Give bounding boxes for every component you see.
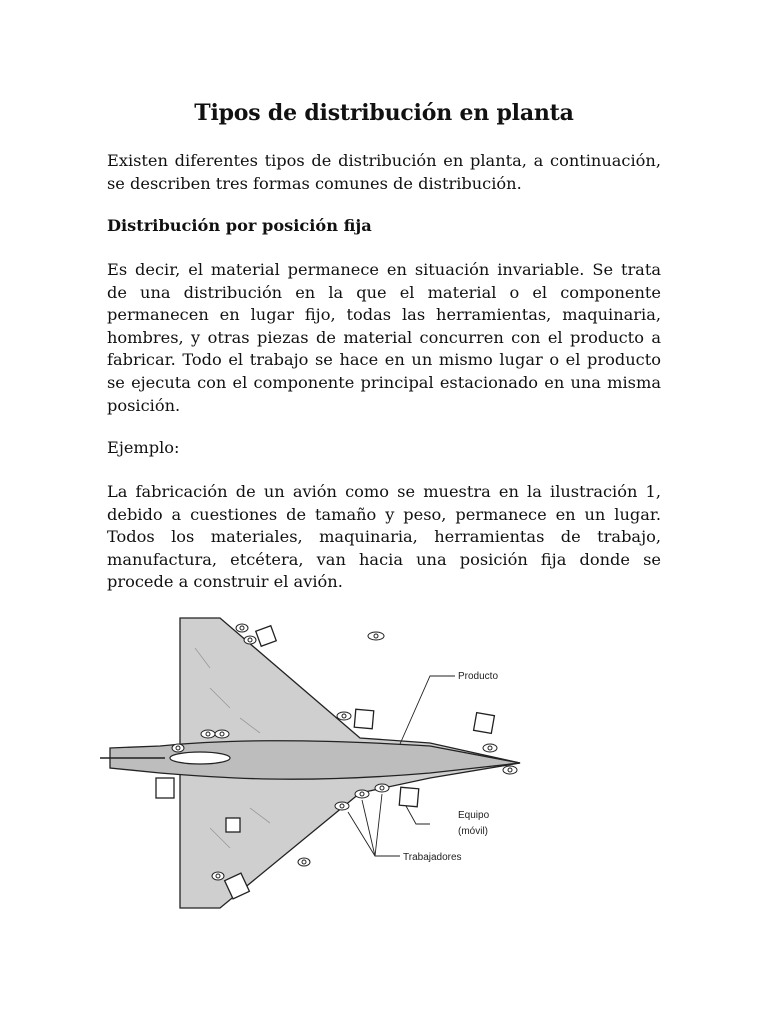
section-heading: Distribución por posición fija [107,216,372,235]
page-title: Tipos de distribución en planta [194,100,574,126]
worker-icon [236,624,248,632]
intro-paragraph: Existen diferentes tipos de distribución en planta, a continuación, se describen tres formas comunes de distribución. [107,151,661,193]
worker-icon [172,744,184,752]
worker-icon [503,766,517,774]
section-body-paragraph: Es decir, el material permanece en situación invariable. Se trata de una distribución en la que el material o el componente permanecen en lugar fijo, todas las herramientas, maquinaria, hombres, y otras piezas de material concurren con el producto a fabricar. Todo el trabajo se hace en un mismo lugar o el producto se ejecuta con el componente principal estacionado en una misma posición. [107,260,661,415]
equipment-box-icon [156,778,174,798]
equipment-box-icon [399,787,419,807]
worker-icon [335,802,349,810]
equipment-box-icon [256,626,277,647]
worker-icon [355,790,369,798]
label-equipo-movil: (móvil) [458,826,488,837]
example-label: Ejemplo: [107,438,180,457]
aircraft-cockpit [170,752,230,764]
worker-icon [483,744,497,752]
worker-icon [368,632,384,640]
equipment-box-icon [226,818,240,832]
label-equipo: Equipo [458,810,490,821]
label-producto: Producto [458,671,499,682]
worker-icon [215,730,229,738]
equipment-box-icon [354,709,374,729]
aircraft-layout-figure [100,608,540,918]
worker-icon [375,784,389,792]
worker-icon [298,858,310,866]
worker-icon [337,712,351,720]
aircraft-illustration [100,618,520,908]
equipment-box-icon [474,713,495,734]
worker-icon [244,636,256,644]
label-trabajadores: Trabajadores [403,852,462,863]
example-paragraph: La fabricación de un avión como se muestra en la ilustración 1, debido a cuestiones de tamaño y peso, permanece en un lugar. Todos los materiales, maquinaria, herramientas de trabajo, manufactura, etcétera, van hacia una posición fija donde se procede a construir el avión. [107,482,661,592]
worker-icon [212,872,224,880]
worker-icon [201,730,215,738]
